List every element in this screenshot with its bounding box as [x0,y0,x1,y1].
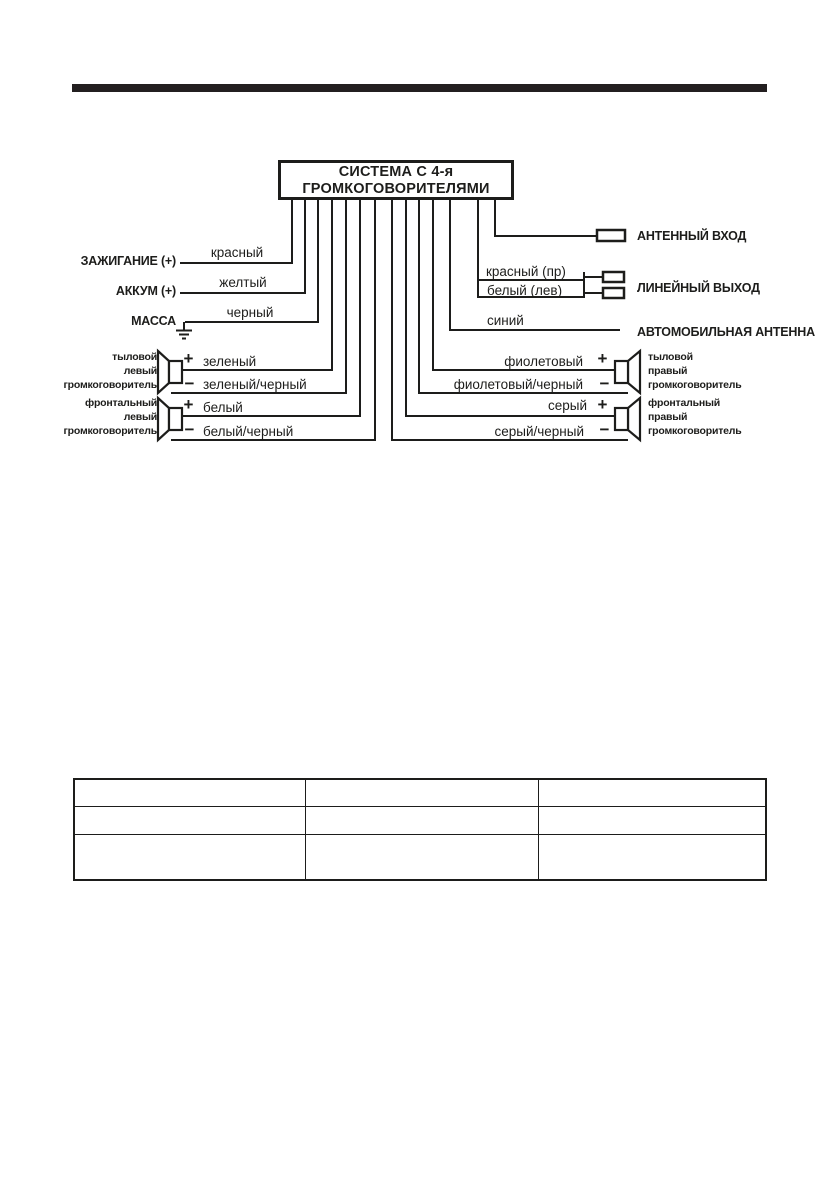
speaker-front-left-line1: фронтальный [84,397,157,409]
wire-label-violet-black: фиолетовый/черный [453,377,583,392]
table-cell [306,780,539,807]
wire-label-rca-red: красный (пр) [486,264,566,279]
wire-label-white: белый [203,400,243,415]
ground-label: МАССА [131,314,176,328]
wire-label-blue: синий [487,313,524,328]
minus-sign-rear-left: − [184,374,195,393]
wire-greenblack-rl-minus [171,198,346,393]
speaker-rear-right-cone-icon [628,351,640,393]
speaker-front-right-line1: фронтальный [648,397,721,409]
plus-sign-rear-left: + [183,349,194,368]
antenna-input-label: АНТЕННЫЙ ВХОД [637,229,747,243]
wire-table [73,778,767,881]
minus-sign-front-right: − [599,420,610,439]
minus-sign-front-left: − [184,420,195,439]
head-unit-title-line1: СИСТЕМА С 4-я [338,164,454,180]
speaker-rear-right-label [648,351,742,392]
table-cell [75,835,306,879]
table-cell [539,835,765,879]
speaker-front-right-line2: правый [648,410,688,423]
table-cell [75,807,306,835]
car-antenna-label: АВТОМОБИЛЬНАЯ АНТЕННА [637,325,815,339]
wire-label-gray-black: серый/черный [494,424,584,439]
rca-plug-left [603,288,624,298]
wire-label-yellow: желтый [219,275,267,290]
antenna-input-connector [597,230,625,241]
rca-plug-right [603,272,624,282]
line-out-label: ЛИНЕЙНЫЙ ВЫХОД [637,281,760,295]
head-unit-title-line2: ГРОМКОГОВОРИТЕЛЯМИ [302,180,490,197]
speaker-rear-left-label [40,351,157,392]
wire-antenna-input [495,198,598,236]
speaker-rear-left-cone-icon [158,351,169,393]
speaker-front-right-line3: громкоговоритель [648,424,742,437]
plus-sign-front-left: + [183,395,194,414]
speaker-rear-right-line3: громкоговоритель [648,378,742,391]
wire-label-green-black: зеленый/черный [203,377,307,392]
wire-label-red: красный [210,245,264,260]
speaker-rear-right-driver-icon [615,361,628,383]
table-cell [306,807,539,835]
speaker-front-left-label [40,397,157,438]
wire-label-gray: серый [547,398,587,413]
ignition-label: ЗАЖИГАНИЕ (+) [80,254,176,268]
speaker-front-right-cone-icon [628,398,640,440]
plus-sign-front-right: + [597,395,608,414]
speaker-front-left-line3: громкоговоритель [63,424,157,437]
battery-label: АККУМ (+) [115,284,176,298]
speaker-front-right-driver-icon [615,408,628,430]
speaker-rear-left-line2: левый [123,364,157,377]
speaker-front-left-line2: левый [123,410,157,423]
speaker-rear-left-line3: громкоговоритель [63,378,157,391]
wire-label-violet: фиолетовый [504,354,583,369]
minus-sign-rear-right: − [599,374,610,393]
table-cell [539,807,765,835]
plus-sign-rear-right: + [597,349,608,368]
head-unit-box [278,160,514,200]
speaker-rear-left-line1: тыловой [112,351,157,363]
wire-label-black: черный [226,305,274,320]
wire-label-green: зеленый [203,354,257,369]
wire-label-rca-white: белый (лев) [487,283,563,298]
ground-symbol [176,322,192,339]
speaker-rear-right-line1: тыловой [648,351,693,363]
wire-label-white-black: белый/черный [203,424,294,439]
table-cell [75,780,306,807]
speaker-front-left-cone-icon [158,398,169,440]
table-cell [306,835,539,879]
table-cell [539,780,765,807]
speaker-rear-right-line2: правый [648,364,688,377]
speaker-front-right-label [648,397,742,438]
